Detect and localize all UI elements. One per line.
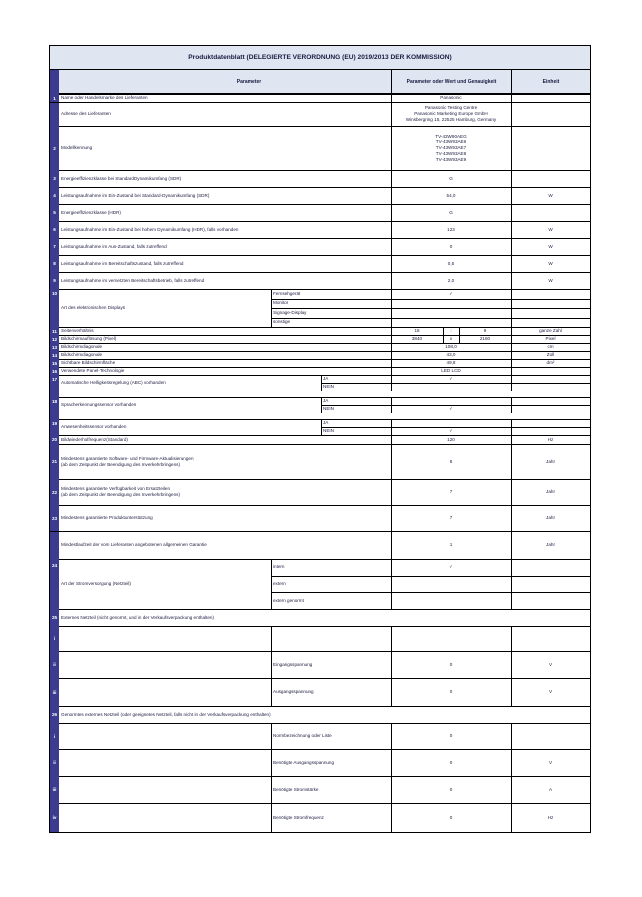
blank-r26iii bbox=[59, 776, 271, 803]
row-number-r1: 1 bbox=[50, 94, 59, 102]
header-unit: Einheit bbox=[511, 70, 590, 94]
value-r26iv: 0 bbox=[449, 814, 453, 820]
value-line: TV-43W90AEG bbox=[435, 133, 467, 139]
row-number-r19: 19 bbox=[51, 421, 58, 426]
check-ja-r17: ✓ bbox=[449, 376, 453, 382]
row-number-r25ii: ii bbox=[50, 651, 59, 678]
row-number-r22: 22 bbox=[50, 479, 59, 505]
column-divider bbox=[511, 419, 512, 435]
unit-r26i bbox=[511, 723, 590, 749]
header-parameter: Parameter bbox=[59, 70, 439, 94]
unit-r26ii: V bbox=[548, 759, 553, 765]
row-number-r23: 23 bbox=[50, 505, 59, 531]
option-nein-r18: NEIN bbox=[323, 406, 334, 412]
check-nein-r18: ✓ bbox=[449, 406, 453, 412]
row-number-r11: 11 bbox=[50, 327, 59, 335]
blank-r26ii bbox=[59, 749, 271, 776]
row-number-r9: 9 bbox=[50, 272, 59, 289]
unit-r13: cm bbox=[547, 344, 554, 350]
unit-r25ii: V bbox=[548, 661, 553, 667]
unit-r23b: Jahr bbox=[546, 542, 555, 548]
value-r23: 7 bbox=[449, 515, 453, 521]
blank-r25iii bbox=[59, 678, 271, 706]
power-option-2: extern genormt bbox=[273, 597, 304, 603]
label-r20: Bildwiederholfrequenz(Standard) bbox=[61, 436, 128, 442]
unit-r25i bbox=[511, 626, 590, 651]
row-number-r15: 15 bbox=[51, 360, 58, 366]
value-r26ii: 0 bbox=[449, 759, 453, 765]
row-number-r13: 13 bbox=[51, 344, 58, 350]
unit-r21: Jahr bbox=[546, 458, 555, 464]
value-r26iii: 0 bbox=[449, 786, 453, 792]
label-r23b: Mindestlaufzeit der vom Lieferanten angebotenen allgemeinen Garantie bbox=[61, 542, 207, 548]
label-r2: Adresse des Lieferanten bbox=[61, 111, 111, 117]
value-r8: 0,5 bbox=[447, 260, 455, 266]
label-r8: Leistungsaufnahme im Bereitschaftszustand, falls zutreffend bbox=[61, 260, 184, 266]
option-nein-r17: NEIN bbox=[323, 384, 334, 390]
value-r6: 123 bbox=[447, 226, 455, 232]
unit-r1 bbox=[511, 94, 590, 102]
value-r3: G bbox=[449, 175, 453, 181]
label-r26iii: Benötigte Stromstärke bbox=[273, 786, 319, 792]
label-r14: Bildschirmdiagonale bbox=[61, 352, 103, 358]
label-r23: Mindestens garantierte Produktunterstützung bbox=[61, 515, 153, 521]
column-divider bbox=[391, 289, 392, 327]
value-r2b bbox=[391, 126, 511, 170]
row-number-r6: 6 bbox=[50, 221, 59, 238]
unit-r8: W bbox=[548, 260, 553, 266]
value-line: Winsbergring 15, 22525 Hamburg, Germany bbox=[405, 116, 497, 122]
label-r26ii: Benötigte Ausgangsspannung bbox=[273, 759, 335, 765]
label-r4: Leistungsaufnahme im Ein-Zustand bei Standard-Dynamikumfang (SDR) bbox=[61, 192, 210, 198]
check-ja-r18 bbox=[391, 397, 511, 405]
row-number-r17: 17 bbox=[51, 377, 58, 382]
label-r11: Seitenverhältnis bbox=[61, 328, 94, 334]
label-r7: Leistungsaufnahme im Aus-Zustand, falls zutreffend bbox=[61, 243, 167, 249]
value-line: Panasonic Testing Centre bbox=[424, 105, 478, 111]
unit-r22: Jahr bbox=[546, 489, 555, 495]
unit-r25iii: V bbox=[548, 689, 553, 695]
unit-r20: Hz bbox=[547, 436, 554, 442]
value-r23b: 1 bbox=[449, 542, 453, 548]
column-divider bbox=[391, 559, 392, 609]
row-number-r20: 20 bbox=[51, 437, 58, 442]
check-nein-r19: ✓ bbox=[449, 428, 453, 434]
row-number-r25iii: iii bbox=[50, 678, 59, 706]
column-divider bbox=[511, 559, 512, 609]
unit-r9: W bbox=[548, 277, 553, 283]
value-r15: 49,8 bbox=[446, 360, 456, 366]
check-nein-r17 bbox=[391, 383, 511, 391]
unit-r23: Jahr bbox=[546, 515, 555, 521]
value-r1: Panasonic bbox=[440, 95, 462, 101]
row-number-r4: 4 bbox=[50, 187, 59, 204]
value-r25iii: 0 bbox=[449, 689, 453, 695]
label-r2b: Modellkennung bbox=[61, 145, 93, 151]
row-number-r21: 21 bbox=[50, 444, 59, 479]
label-r9: Leistungsaufnahme im vernetzten Bereitschaftsbetrieb, falls zutreffend bbox=[61, 277, 205, 283]
column-divider bbox=[511, 397, 512, 413]
value-a-r11: 16 bbox=[414, 328, 420, 334]
label-r12: Bildschirmauflösung (Pixel) bbox=[61, 336, 117, 342]
row-number-r8: 8 bbox=[50, 255, 59, 272]
value-b-r12: 2160 bbox=[479, 336, 491, 342]
unit-r2 bbox=[511, 102, 590, 126]
check-2 bbox=[391, 308, 511, 318]
row-number-r14: 14 bbox=[51, 352, 58, 358]
label-r24: Art der Stromversorgung (Netzteil) bbox=[61, 581, 131, 587]
blank-r25ii bbox=[59, 651, 271, 678]
row-number-r12: 12 bbox=[51, 336, 58, 342]
unit-r5 bbox=[511, 204, 590, 221]
row-number-r25: 25 bbox=[50, 609, 59, 626]
blank-r25i bbox=[59, 626, 271, 651]
label-r26iv: Benötigte Stromfrequenz bbox=[273, 814, 324, 820]
value-r14: 43,0 bbox=[446, 352, 456, 358]
label-line: Mindestens garantierte Software- und Firmware-Aktualisierungen bbox=[61, 455, 194, 461]
value-r13: 108,0 bbox=[445, 344, 457, 350]
row-number-r26iii: iii bbox=[50, 776, 59, 803]
power-check-0: ✓ bbox=[449, 564, 453, 570]
option-ja-r18: JA bbox=[323, 398, 329, 404]
label-line: Mindestens garantierte Verfügbarkeit von Ersatzteilen bbox=[61, 486, 171, 492]
option-0: Fernsehgerät bbox=[273, 290, 301, 296]
check-ja-r19 bbox=[391, 419, 511, 427]
label-r26: Genormtes externes Netzteil (oder geeignetes Netzteil, falls nicht in der Verkaufsverpackung enthalten) bbox=[61, 711, 271, 717]
row-number-r26: 26 bbox=[50, 706, 59, 723]
label-r17: Automatische Helligkeitsregelung (ABC) vorhanden bbox=[61, 380, 166, 386]
blank-r26i bbox=[59, 723, 271, 749]
value-sep-r12: x bbox=[449, 336, 453, 342]
column-divider bbox=[511, 289, 512, 327]
unit-r15: dm² bbox=[546, 360, 555, 366]
label-r25: Externes Netzteil (nicht genormt, und in der Verkaufsverpackung enthalten) bbox=[61, 614, 214, 620]
power-option-1: extern bbox=[273, 581, 286, 587]
value-a-r12: 3840 bbox=[411, 336, 423, 342]
unit-r11: ganze Zahl bbox=[539, 328, 562, 334]
unit-r6: W bbox=[548, 226, 553, 232]
value-r7: 0 bbox=[449, 243, 453, 249]
check-0: ✓ bbox=[449, 290, 453, 296]
check-1 bbox=[391, 299, 511, 309]
option-2: Signage-Display bbox=[273, 309, 307, 315]
label-line: (ab dem Zeitpunkt der Beendigung des Inverkehrbringens) bbox=[61, 461, 180, 467]
label-r10: Art des elektronischen Displays bbox=[61, 305, 126, 311]
value-r2 bbox=[391, 102, 511, 126]
label-r13: Bildschirmdiagonale bbox=[61, 344, 103, 350]
value-r26i: 0 bbox=[449, 733, 453, 739]
value-r4: 54,0 bbox=[446, 192, 456, 198]
label-r25ii: Eingangsspannung bbox=[273, 661, 313, 667]
row-number-r3: 3 bbox=[50, 170, 59, 187]
label-r6: Leistungsaufnahme im Ein-Zustand bei hohem Dynamikumfang (HDR), falls vorhanden bbox=[61, 226, 239, 232]
product-data-sheet bbox=[49, 45, 591, 833]
value-r5: G bbox=[449, 209, 453, 215]
value-r9: 2,0 bbox=[447, 277, 455, 283]
label-r26i: Normbezeichnung oder Liste bbox=[273, 733, 332, 739]
label-r25iii: Ausgangsspannung bbox=[273, 689, 314, 695]
sheet-title: Produktdatenblatt (DELEGIERTE VERORDNUNG (EU) 2019/2013 DER KOMMISSION) bbox=[50, 46, 590, 70]
label-r19: Anwesenheitssensor vorhanden bbox=[61, 424, 127, 430]
value-r16: LED LCD bbox=[441, 368, 461, 374]
row-number-r25i: i bbox=[50, 626, 59, 651]
option-ja-r19: JA bbox=[323, 420, 329, 426]
label-r5: Energieeffizienzklasse (HDR) bbox=[61, 209, 121, 215]
value-b-r11: 9 bbox=[483, 328, 487, 334]
row-number-r16: 16 bbox=[51, 368, 58, 374]
row-number-r7: 7 bbox=[50, 238, 59, 255]
label-r25i bbox=[271, 626, 391, 651]
column-divider bbox=[511, 375, 512, 391]
row-number-r2b: 2 bbox=[50, 126, 59, 170]
row-number-r26i: i bbox=[50, 723, 59, 749]
unit-r14: Zoll bbox=[546, 352, 555, 358]
row-number-r26ii: ii bbox=[50, 749, 59, 776]
label-line: (ab dem Zeitpunkt der Beendigung des Inverkehrbringens) bbox=[61, 492, 180, 497]
value-r20: 120 bbox=[447, 436, 455, 442]
option-1: Monitor bbox=[273, 300, 289, 306]
value-line: TV-43W93AE6 bbox=[435, 139, 467, 145]
option-nein-r19: NEIN bbox=[323, 428, 334, 434]
blank-r26iv bbox=[59, 803, 271, 832]
value-r25i bbox=[391, 626, 511, 651]
row-number-r26iv: iv bbox=[50, 803, 59, 832]
value-r21: 8 bbox=[449, 458, 453, 464]
label-r18: Spracherkennungssensor vorhanden bbox=[61, 402, 137, 408]
value-line: TV-43W93AE7 bbox=[435, 145, 467, 151]
value-line: TV-43W93AE9 bbox=[435, 156, 467, 162]
label-r3: Energieeffizienzklasse bei StandardDynamikumfang (SDR) bbox=[61, 175, 182, 181]
unit-r26iii: A bbox=[548, 786, 553, 792]
unit-r2b bbox=[511, 126, 590, 170]
unit-r4: W bbox=[548, 192, 553, 198]
label-r22 bbox=[59, 479, 391, 505]
option-3: sonstige bbox=[273, 319, 291, 325]
unit-r12: Pixel bbox=[545, 336, 556, 342]
value-r22: 7 bbox=[449, 489, 453, 495]
check-3 bbox=[391, 318, 511, 328]
row-number-r5: 5 bbox=[50, 204, 59, 221]
power-check-2 bbox=[391, 592, 511, 609]
value-line: Panasonic Marketing Europe GmbH bbox=[414, 111, 488, 117]
value-r25ii: 0 bbox=[449, 661, 453, 667]
label-r21 bbox=[59, 444, 391, 479]
value-line: TV-43W93AE8 bbox=[435, 150, 467, 156]
power-check-1 bbox=[391, 576, 511, 593]
label-r1: Name oder Handelsmarke des Lieferanten bbox=[61, 95, 148, 101]
label-r15: Sichtbare Bildschirmfläche bbox=[61, 360, 116, 366]
label-r16: Verwendete Panel-Technologie bbox=[61, 368, 125, 374]
option-ja-r17: JA bbox=[323, 376, 329, 382]
row-number-r10: 10 bbox=[51, 291, 58, 296]
unit-r16 bbox=[511, 367, 590, 375]
unit-r3 bbox=[511, 170, 590, 187]
unit-r26iv: Hz bbox=[547, 814, 554, 820]
header-value: Parameter oder Wert und Genauigkeit bbox=[391, 70, 511, 94]
row-number-r24: 24 bbox=[50, 559, 59, 571]
row-number-r18: 18 bbox=[51, 399, 58, 404]
unit-r7: W bbox=[548, 243, 553, 249]
value-sep-r11: : bbox=[450, 328, 452, 334]
power-option-0: intern bbox=[273, 564, 285, 570]
